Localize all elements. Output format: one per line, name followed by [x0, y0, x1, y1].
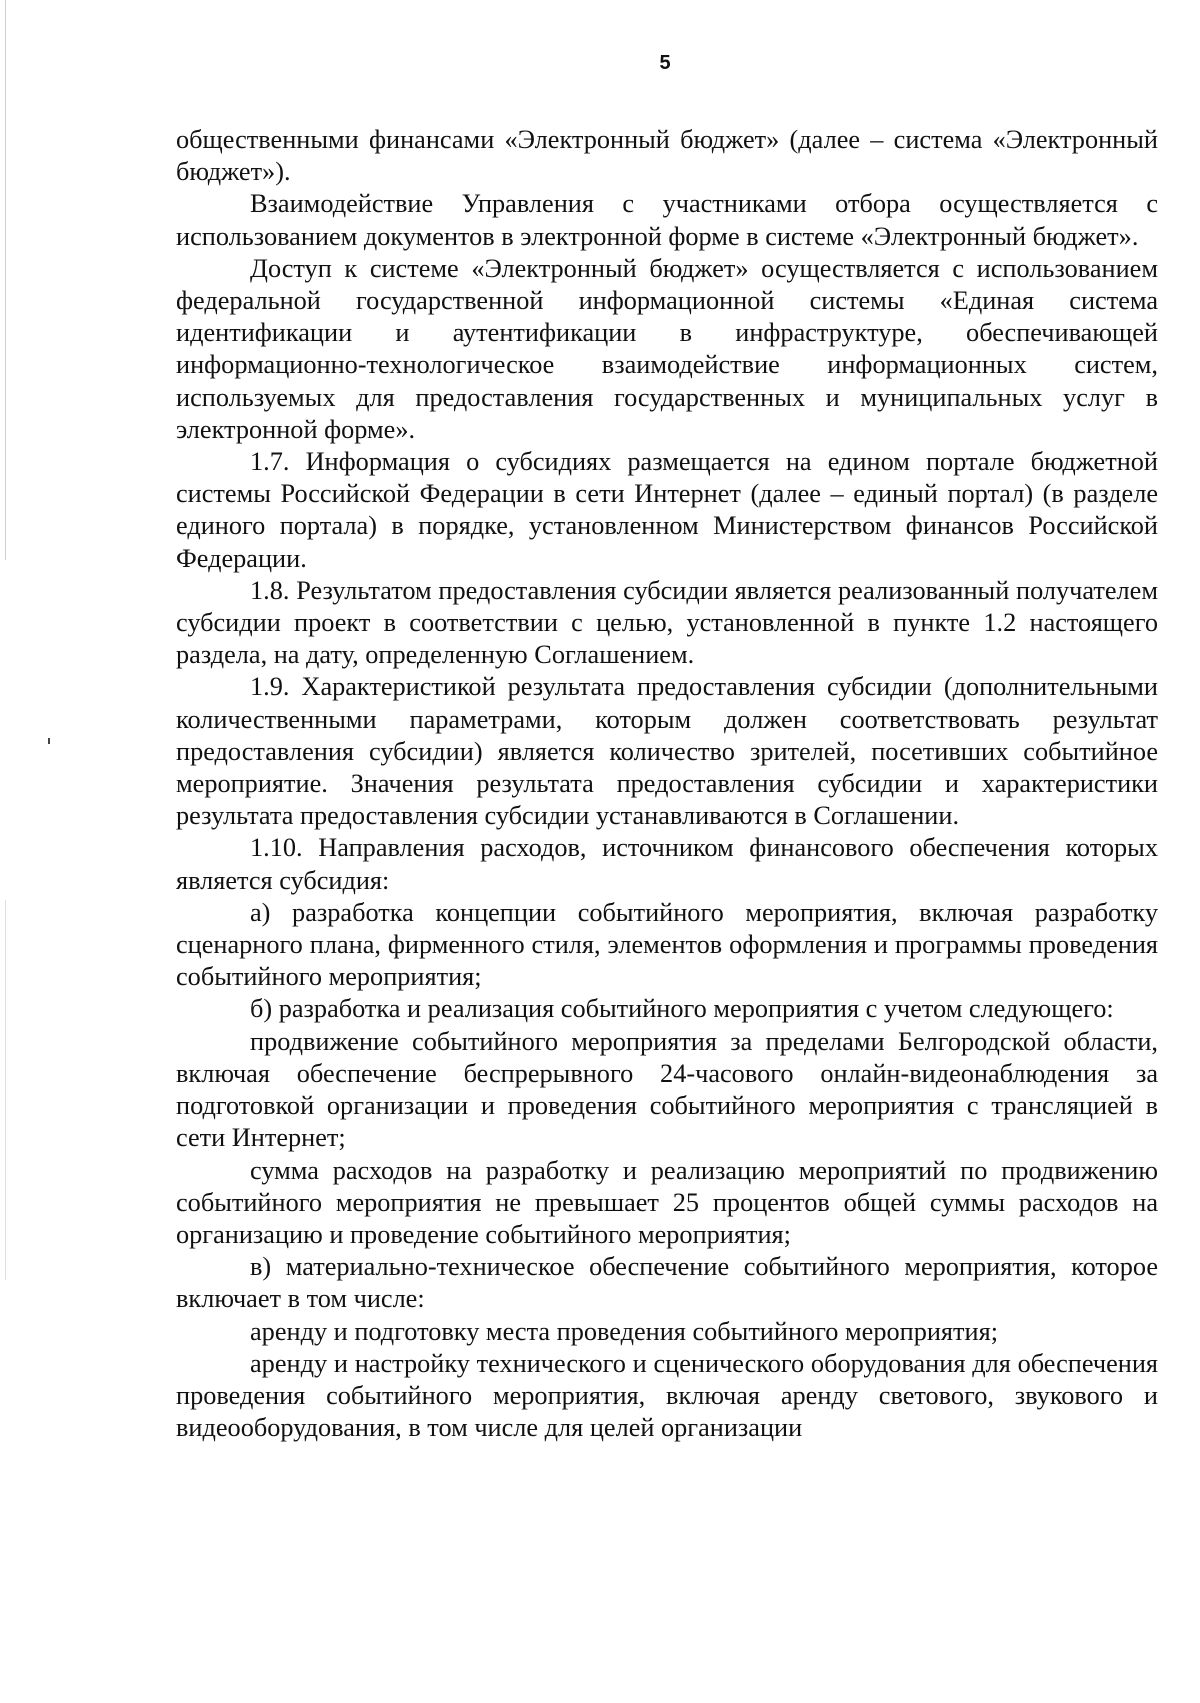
- paragraph: 1.8. Результатом предоставления субсидии является реализованный получателем субсидии проект в соответствии с целью, установленной в пункте 1.2 настоящего раздела, на дату, определенную Соглашением.: [176, 575, 1158, 670]
- paragraph: 1.7. Информация о субсидиях размещается на едином портале бюджетной системы Российской Федерации в сети Интернет (далее – единый портал) (в разделе единого портала) в порядке, установленном Министерством финансов Российской Федерации.: [176, 447, 1158, 573]
- paragraph: 1.9. Характеристикой результата предоставления субсидии (дополнительными количественными параметрами, которым должен соответствовать результат предоставления субсидии) является количество зрителей, посетивших событийное мероприятие. Значения результата предоставления субсидии и характеристики результата предоставления субсидии устанавливаются в Соглашении.: [176, 672, 1158, 831]
- scan-edge-line: [5, 0, 6, 560]
- scan-edge-line-lower: [5, 900, 6, 1280]
- paragraph: общественными финансами «Электронный бюджет» (далее – система «Электронный бюджет»).: [176, 125, 1158, 187]
- paragraph: 1.10. Направления расходов, источником финансового обеспечения которых является субсидия:: [176, 833, 1158, 895]
- paragraph: б) разработка и реализация событийного мероприятия с учетом следующего:: [250, 994, 1114, 1024]
- paragraph: продвижение событийного мероприятия за пределами Белгородской области, включая обеспечение беспрерывного 24-часового онлайн-видеонаблюдения за подготовкой организации и проведения событийного мероприятия с трансляцией в сети Интернет;: [176, 1026, 1158, 1153]
- paragraph: Доступ к системе «Электронный бюджет» осуществляется с использованием федеральной государственной информационной системы «Единая система идентификации и аутентификации в инфраструктуре, обеспечивающей информационно-технологическое взаимодействие информационных систем, используемых для предоставления государственных и муниципальных услуг в электронной форме».: [176, 253, 1158, 444]
- paragraph: а) разработка концепции событийного мероприятия, включая разработку сценарного плана, фирменного стиля, элементов оформления и программы проведения событийного мероприятия;: [176, 897, 1158, 992]
- paragraph: сумма расходов на разработку и реализацию мероприятий по продвижению событийного мероприятия не превышает 25 процентов общей суммы расходов на организацию и проведение событийного мероприятия;: [176, 1155, 1158, 1249]
- scan-mark: [48, 738, 50, 744]
- paragraph: Взаимодействие Управления с участниками отбора осуществляется с использованием документов в электронной форме в системе «Электронный бюджет».: [176, 189, 1158, 251]
- document-body: [176, 124, 1158, 1444]
- paragraph: в) материально-техническое обеспечение событийного мероприятия, которое включает в том числе:: [176, 1252, 1158, 1314]
- paragraph: аренду и настройку технического и сценического оборудования для обеспечения проведения событийного мероприятия, включая аренду светового, звукового и видеооборудования, в том числе для целей организации: [176, 1348, 1158, 1443]
- paragraph: аренду и подготовку места проведения событийного мероприятия;: [250, 1316, 998, 1346]
- page-number: 5: [659, 52, 671, 74]
